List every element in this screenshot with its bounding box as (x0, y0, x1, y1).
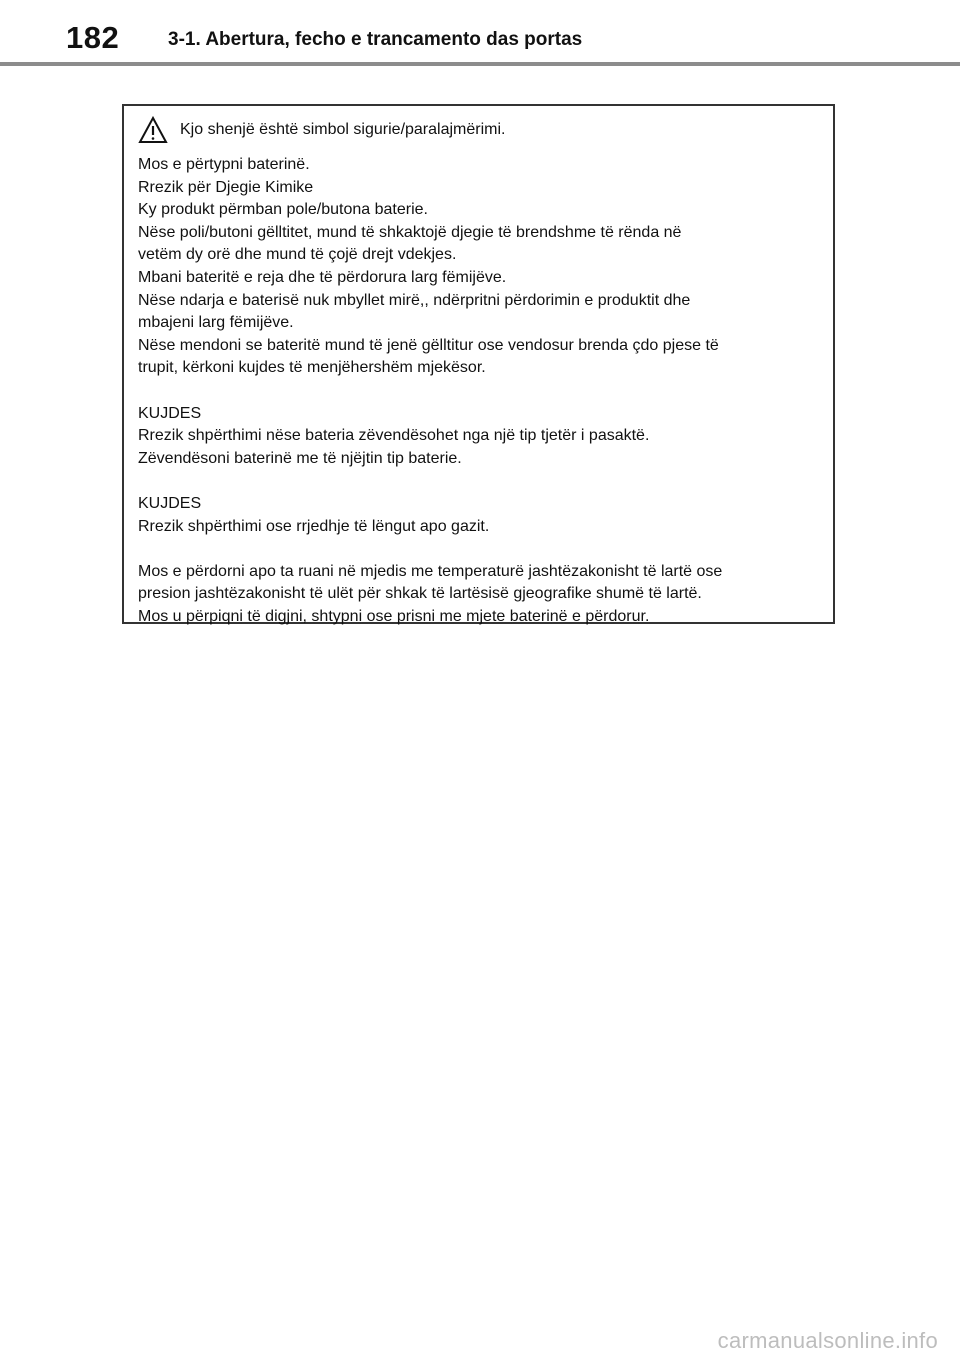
text-line: Zëvendësoni baterinë me të njëjtin tip baterie. (138, 449, 462, 467)
text-line: vetëm dy orë dhe mund të çojë drejt vdekjes. (138, 246, 457, 264)
paragraph-battery-ingestion (138, 154, 828, 380)
watermark: carmanualsonline.info (717, 1328, 938, 1353)
caution-heading: KUJDES (138, 404, 202, 422)
text-line: Nëse ndarja e baterisë nuk mbyllet mirë,, ndërpritni përdorimin e produktit dhe (138, 291, 691, 309)
paragraph-gap (138, 380, 828, 403)
paragraph-gap (138, 538, 828, 561)
text-line: Mos e përtypni baterinë. (138, 156, 310, 173)
text-line: Rrezik shpërthimi nëse bateria zëvendësohet nga një tip tjetër i pasaktë. (138, 427, 650, 445)
text-line: Mos e përdorni apo ta ruani në mjedis me temperaturë jashtëzakonisht të lartë ose (138, 562, 723, 580)
text-line: Rrezik shpërthimi ose rrjedhje të lëngut apo gazit. (138, 517, 490, 535)
text-line: Nëse mendoni se bateritë mund të jenë gëlltitur ose vendosur brenda çdo pjese të (138, 336, 719, 354)
header-rule (0, 62, 960, 66)
safety-symbol-line (138, 114, 828, 146)
text-line: Nëse poli/butoni gëlltitet, mund të shkaktojë djegie të brendshme të rënda në (138, 223, 682, 241)
warning-text-block (138, 114, 828, 628)
paragraph-caution-leakage (138, 493, 828, 538)
text-line: Mos u përpiqni të digjni, shtypni ose prisni me mjete baterinë e përdorur. (138, 607, 650, 625)
paragraph-storage-disposal (138, 561, 828, 629)
text-line: Ky produkt përmban pole/butona baterie. (138, 201, 428, 219)
page-number: 182 (66, 20, 120, 55)
safety-symbol-text: Kjo shenjë është simbol sigurie/paralajmërimi. (180, 120, 506, 138)
paragraph-caution-replacement (138, 403, 828, 471)
caution-heading: KUJDES (138, 494, 202, 512)
battery-warning-box (122, 104, 835, 624)
warning-triangle-icon (138, 116, 168, 144)
section-title: 3-1. Abertura, fecho e trancamento das portas (168, 29, 583, 50)
page-header (0, 0, 960, 66)
text-line: trupit, kërkoni kujdes të menjëhershëm mjekësor. (138, 359, 486, 377)
text-line: Mbani bateritë e reja dhe të përdorura larg fëmijëve. (138, 268, 507, 286)
text-line: mbajeni larg fëmijëve. (138, 314, 294, 332)
text-line: presion jashtëzakonisht të ulët për shkak të lartësisë gjeografike shumë të lartë. (138, 585, 702, 603)
text-line: Rrezik për Djegie Kimike (138, 178, 314, 196)
paragraph-gap (138, 470, 828, 493)
